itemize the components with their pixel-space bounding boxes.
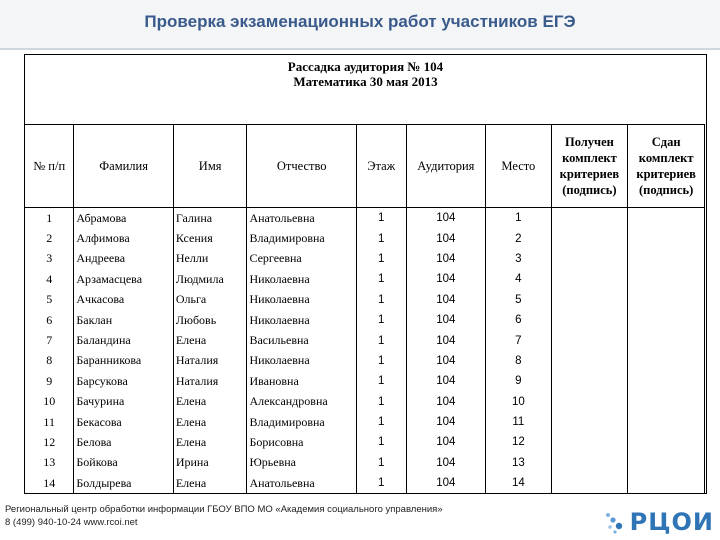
table-row	[25, 310, 705, 330]
returned-line1: Сдан	[651, 135, 681, 149]
cell-surname: Бачурина	[74, 392, 173, 412]
col-received-header	[551, 125, 628, 208]
cell-floor: 1	[356, 351, 406, 371]
footer-line2: 8 (499) 940-10-24 www.rcoi.net	[5, 517, 138, 528]
cell-patronymic: Александровна	[247, 392, 357, 412]
col-name-header: Имя	[173, 125, 247, 208]
received-line3: критериев	[559, 167, 620, 181]
cell-surname: Абрамова	[74, 208, 173, 229]
cell-received	[551, 432, 628, 452]
cell-floor: 1	[356, 249, 406, 269]
cell-num: 5	[25, 290, 74, 310]
cell-room: 104	[406, 351, 486, 371]
cell-returned	[628, 249, 705, 269]
cell-seat: 9	[486, 371, 551, 391]
cell-surname: Болдырева	[74, 473, 173, 494]
returned-line4: (подпись)	[638, 183, 694, 197]
cell-room: 104	[406, 392, 486, 412]
cell-num: 7	[25, 330, 74, 350]
cell-surname: Барсукова	[74, 371, 173, 391]
cell-name: Елена	[173, 412, 247, 432]
footer-line1: Региональный центр обработки информации ГБОУ ВПО МО «Академия социального управления»	[5, 504, 443, 515]
logo-text: РЦОИ	[629, 508, 714, 536]
cell-name: Ольга	[173, 290, 247, 310]
table-row	[25, 473, 705, 494]
table-row	[25, 290, 705, 310]
cell-room: 104	[406, 269, 486, 289]
cell-room: 104	[406, 432, 486, 452]
cell-patronymic: Анатольевна	[247, 208, 357, 229]
cell-seat: 1	[486, 208, 551, 229]
cell-floor: 1	[356, 310, 406, 330]
cell-seat: 12	[486, 432, 551, 452]
cell-returned	[628, 432, 705, 452]
cell-received	[551, 412, 628, 432]
cell-name: Галина	[173, 208, 247, 229]
cell-floor: 1	[356, 269, 406, 289]
cell-name: Ирина	[173, 453, 247, 473]
cell-name: Людмила	[173, 269, 247, 289]
cell-room: 104	[406, 208, 486, 229]
cell-num: 9	[25, 371, 74, 391]
cell-seat: 10	[486, 392, 551, 412]
cell-received	[551, 330, 628, 350]
cell-patronymic: Анатольевна	[247, 473, 357, 494]
rcoi-logo	[604, 508, 714, 536]
table-row	[25, 392, 705, 412]
cell-seat: 14	[486, 473, 551, 494]
cell-num: 3	[25, 249, 74, 269]
col-num-header: № п/п	[25, 125, 74, 208]
cell-floor: 1	[356, 208, 406, 229]
cell-num: 10	[25, 392, 74, 412]
cell-returned	[628, 228, 705, 248]
cell-name: Елена	[173, 392, 247, 412]
footer	[5, 503, 443, 529]
cell-received	[551, 228, 628, 248]
cell-room: 104	[406, 412, 486, 432]
cell-seat: 2	[486, 228, 551, 248]
cell-returned	[628, 473, 705, 494]
cell-room: 104	[406, 290, 486, 310]
cell-seat: 6	[486, 310, 551, 330]
cell-name: Любовь	[173, 310, 247, 330]
table-row	[25, 371, 705, 391]
cell-returned	[628, 392, 705, 412]
cell-patronymic: Владимировна	[247, 412, 357, 432]
cell-patronymic: Николаевна	[247, 310, 357, 330]
cell-surname: Арзамасцева	[74, 269, 173, 289]
page-title: Проверка экзаменационных работ участников ЕГЭ	[144, 12, 576, 31]
cell-returned	[628, 412, 705, 432]
document-title	[25, 59, 706, 89]
cell-seat: 8	[486, 351, 551, 371]
cell-seat: 7	[486, 330, 551, 350]
cell-surname: Алфимова	[74, 228, 173, 248]
cell-num: 11	[25, 412, 74, 432]
cell-returned	[628, 310, 705, 330]
col-room-header: Аудитория	[406, 125, 486, 208]
cell-surname: Баклан	[74, 310, 173, 330]
cell-patronymic: Николаевна	[247, 351, 357, 371]
received-line2: комплект	[562, 151, 617, 165]
cell-patronymic: Владимировна	[247, 228, 357, 248]
table-row	[25, 330, 705, 350]
cell-name: Наталия	[173, 371, 247, 391]
cell-received	[551, 371, 628, 391]
cell-seat: 3	[486, 249, 551, 269]
cell-room: 104	[406, 453, 486, 473]
cell-patronymic: Николаевна	[247, 269, 357, 289]
seating-table	[24, 124, 705, 494]
table-header-row	[25, 125, 705, 208]
document-title-line2: Математика 30 мая 2013	[293, 74, 438, 89]
cell-name: Наталия	[173, 351, 247, 371]
cell-returned	[628, 208, 705, 229]
cell-num: 13	[25, 453, 74, 473]
table-row	[25, 228, 705, 248]
cell-received	[551, 249, 628, 269]
col-patronymic-header: Отчество	[247, 125, 357, 208]
cell-seat: 11	[486, 412, 551, 432]
cell-received	[551, 392, 628, 412]
cell-room: 104	[406, 371, 486, 391]
cell-num: 1	[25, 208, 74, 229]
cell-room: 104	[406, 473, 486, 494]
cell-returned	[628, 290, 705, 310]
cell-seat: 13	[486, 453, 551, 473]
returned-line3: критериев	[636, 167, 696, 181]
cell-surname: Баландина	[74, 330, 173, 350]
cell-returned	[628, 371, 705, 391]
cell-num: 12	[25, 432, 74, 452]
table-row	[25, 269, 705, 289]
table-row	[25, 208, 705, 229]
cell-room: 104	[406, 330, 486, 350]
cell-returned	[628, 351, 705, 371]
cell-received	[551, 453, 628, 473]
cell-received	[551, 208, 628, 229]
cell-floor: 1	[356, 412, 406, 432]
cell-num: 2	[25, 228, 74, 248]
table-row	[25, 432, 705, 452]
cell-seat: 5	[486, 290, 551, 310]
cell-patronymic: Ивановна	[247, 371, 357, 391]
received-line4: (подпись)	[562, 183, 617, 197]
table-row	[25, 249, 705, 269]
cell-floor: 1	[356, 371, 406, 391]
cell-surname: Бойкова	[74, 453, 173, 473]
col-surname-header: Фамилия	[74, 125, 173, 208]
cell-room: 104	[406, 310, 486, 330]
table-row	[25, 351, 705, 371]
cell-received	[551, 269, 628, 289]
table-row	[25, 453, 705, 473]
cell-received	[551, 310, 628, 330]
cell-floor: 1	[356, 392, 406, 412]
document-sheet	[24, 54, 707, 494]
cell-name: Ксения	[173, 228, 247, 248]
cell-surname: Ачкасова	[74, 290, 173, 310]
document-title-line1: Рассадка аудитория № 104	[287, 59, 444, 74]
cell-patronymic: Сергеевна	[247, 249, 357, 269]
cell-surname: Андреева	[74, 249, 173, 269]
table-row	[25, 412, 705, 432]
col-floor-header: Этаж	[356, 125, 406, 208]
cell-returned	[628, 330, 705, 350]
cell-received	[551, 290, 628, 310]
cell-floor: 1	[356, 432, 406, 452]
cell-returned	[628, 453, 705, 473]
cell-patronymic: Юрьевна	[247, 453, 357, 473]
cell-received	[551, 351, 628, 371]
cell-num: 4	[25, 269, 74, 289]
cell-name: Елена	[173, 432, 247, 452]
cell-name: Елена	[173, 473, 247, 494]
cell-floor: 1	[356, 473, 406, 494]
received-line1: Получен	[564, 135, 614, 149]
col-seat-header: Место	[486, 125, 551, 208]
cell-patronymic: Николаевна	[247, 290, 357, 310]
cell-num: 8	[25, 351, 74, 371]
returned-line2: комплект	[638, 151, 694, 165]
col-returned-header	[628, 125, 705, 208]
cell-floor: 1	[356, 330, 406, 350]
cell-room: 104	[406, 249, 486, 269]
cell-floor: 1	[356, 290, 406, 310]
cell-floor: 1	[356, 453, 406, 473]
logo-drops-icon	[604, 509, 626, 535]
cell-floor: 1	[356, 228, 406, 248]
cell-name: Елена	[173, 330, 247, 350]
page-header	[0, 0, 720, 50]
cell-surname: Бекасова	[74, 412, 173, 432]
cell-patronymic: Васильевна	[247, 330, 357, 350]
table-body	[25, 208, 705, 494]
cell-returned	[628, 269, 705, 289]
cell-seat: 4	[486, 269, 551, 289]
cell-name: Нелли	[173, 249, 247, 269]
cell-surname: Белова	[74, 432, 173, 452]
cell-room: 104	[406, 228, 486, 248]
cell-num: 6	[25, 310, 74, 330]
cell-num: 14	[25, 473, 74, 494]
cell-received	[551, 473, 628, 494]
cell-patronymic: Борисовна	[247, 432, 357, 452]
cell-surname: Баранникова	[74, 351, 173, 371]
